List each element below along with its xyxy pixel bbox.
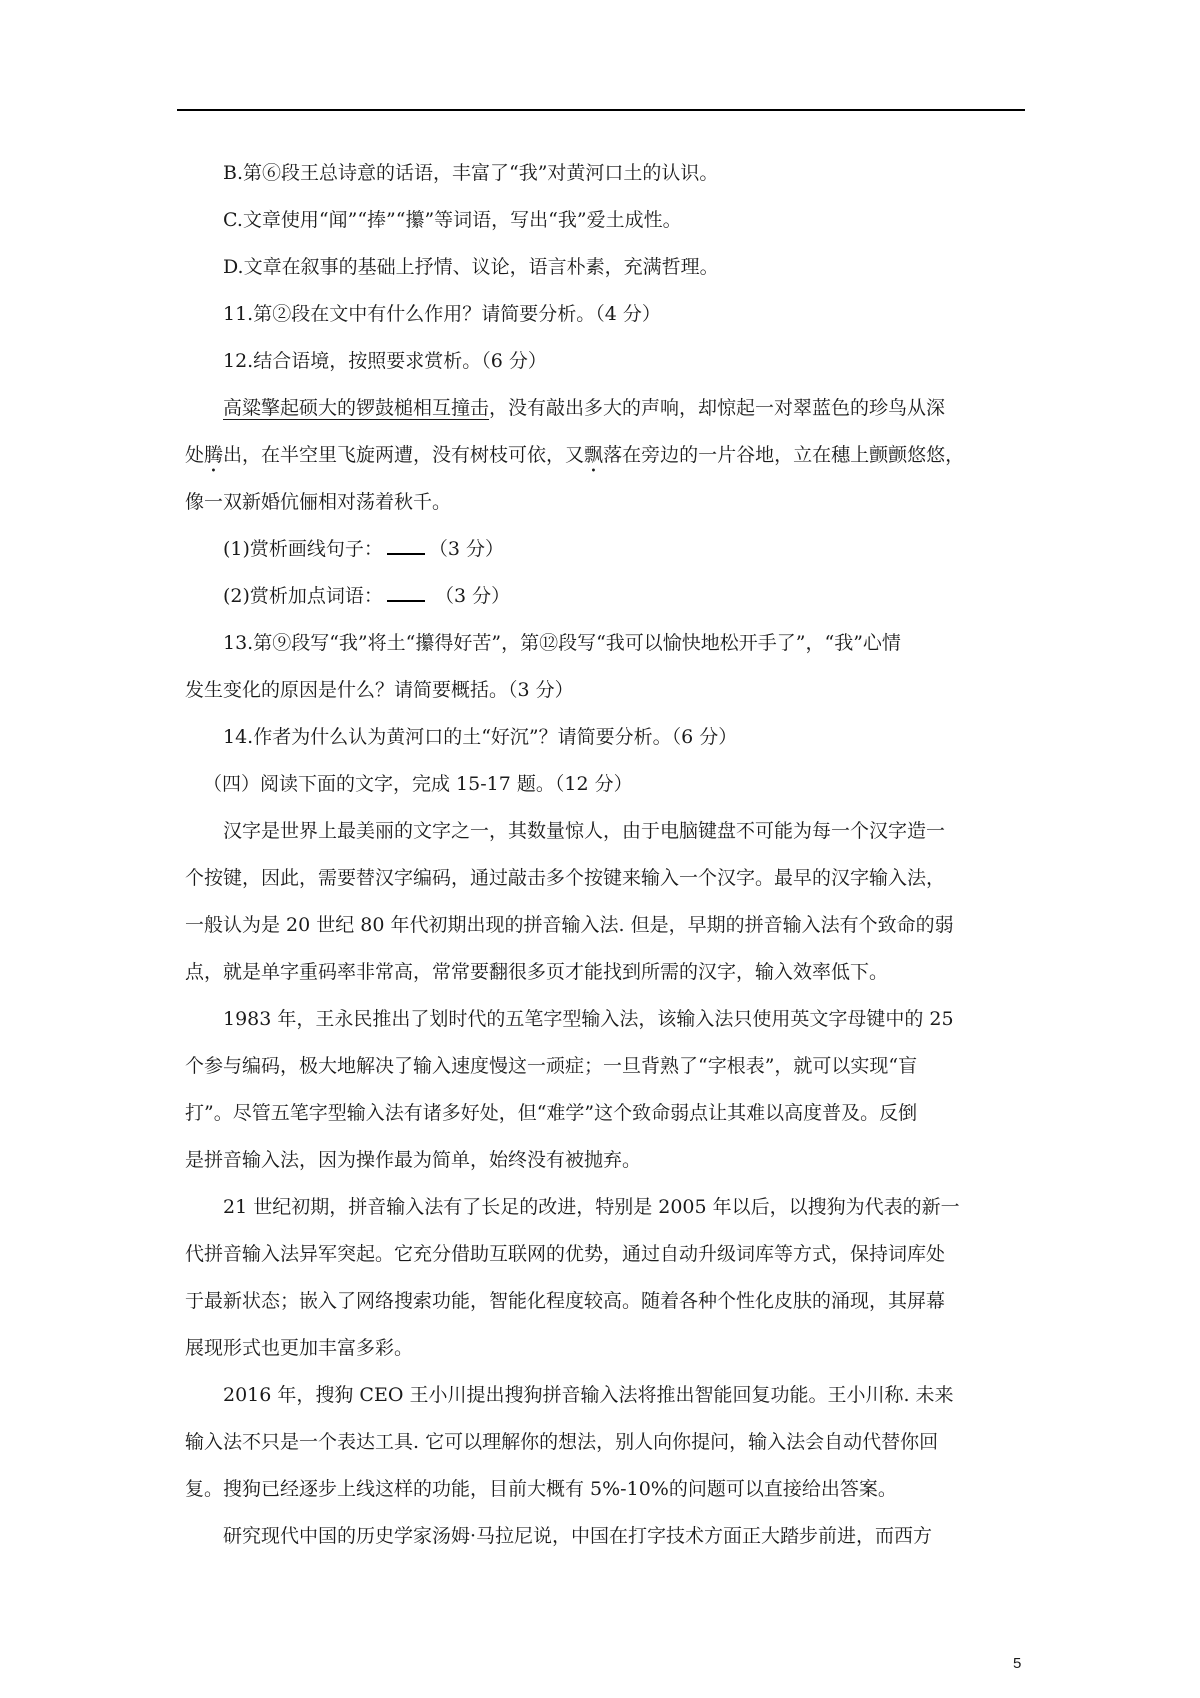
question-14: 14.作者为什么认为黄河口的土“好沉”？请简要分析。（6 分） [223, 726, 738, 748]
dotted-word: 腾 [204, 444, 224, 466]
dotted-word: 飘 [584, 444, 604, 466]
underlined-sentence: 高粱擎起硕大的锣鼓槌相互撞击 [223, 397, 490, 419]
excerpt-text: ，没有敲出多大的声响，却惊起一对翠蓝色的珍鸟从深 [489, 397, 946, 419]
excerpt-text: 处 [185, 444, 205, 466]
paragraph-4-line: 2016 年，搜狗 CEO 王小川提出搜狗拼音输入法将推出智能回复功能。王小川称. 未来 [223, 1384, 954, 1406]
paragraph-3-line: 代拼音输入法异军突起。它充分借助互联网的优势，通过自动升级词库等方式，保持词库处 [185, 1243, 946, 1265]
paragraph-1-line: 一般认为是 20 世纪 80 年代初期出现的拼音输入法. 但是，早期的拼音输入法有个致命的弱 [185, 914, 954, 936]
paragraph-3-line: 于最新状态；嵌入了网络搜索功能，智能化程度较高。随着各种个性化皮肤的涌现，其屏幕 [185, 1290, 946, 1312]
paragraph-1-line: 个按键，因此，需要替汉字编码，通过敲击多个按键来输入一个汉字。最早的汉字输入法， [185, 867, 946, 889]
question-13-line-2: 发生变化的原因是什么？请简要概括。（3 分） [185, 679, 574, 701]
score: （3 分） [428, 585, 511, 607]
paragraph-2-line: 个参与编码，极大地解决了输入速度慢这一顽症；一旦背熟了“字根表”，就可以实现“盲 [185, 1055, 918, 1077]
question-12-sub2 [185, 573, 1030, 620]
answer-blank [387, 584, 425, 602]
question-13-line-1: 13.第⑨段写“我”将土“攥得好苦”，第⑫段写“我可以愉快地松开手了”，“我”心情 [223, 632, 901, 654]
paragraph-5-line: 研究现代中国的历史学家汤姆·马拉尼说，中国在打字技术方面正大踏步前进，而西方 [223, 1525, 933, 1547]
page-number: 5 [1013, 1655, 1022, 1672]
section-4-heading: （四）阅读下面的文字，完成 15-17 题。（12 分） [203, 773, 633, 795]
question-12-stem: 12.结合语境，按照要求赏析。（6 分） [223, 350, 547, 372]
paragraph-3-line: 21 世纪初期，拼音输入法有了长足的改进，特别是 2005 年以后，以搜狗为代表的新一 [223, 1196, 960, 1218]
paragraph-3-line: 展现形式也更加丰富多彩。 [185, 1337, 414, 1359]
paragraph-4-line: 输入法不只是一个表达工具. 它可以理解你的想法，别人向你提问，输入法会自动代替你回 [185, 1431, 939, 1453]
paragraph-2-line: 打”。尽管五笔字型输入法有诸多好处，但“难学”这个致命弱点让其难以高度普及。反倒 [185, 1102, 918, 1124]
paragraph-2-line: 1983 年，王永民推出了划时代的五笔字型输入法，该输入法只使用英文字母键中的 25 [223, 1008, 954, 1030]
excerpt-line-2 [185, 432, 1030, 479]
header-rule [177, 109, 1025, 111]
excerpt-line-3: 像一双新婚伉俪相对荡着秋千。 [185, 491, 452, 513]
sub-question-label: (2)赏析加点词语： [223, 585, 383, 607]
excerpt-text: 落在旁边的一片谷地，立在穗上颤颤悠悠， [603, 444, 965, 466]
answer-blank [387, 537, 425, 555]
excerpt-line-1 [185, 385, 1030, 432]
document-body [185, 150, 1030, 1560]
paragraph-1-line: 汉字是世界上最美丽的文字之一，其数量惊人，由于电脑键盘不可能为每一个汉字造一 [223, 820, 946, 842]
sub-question-label: (1)赏析画线句子： [223, 538, 383, 560]
question-11: 11.第②段在文中有什么作用？请简要分析。（4 分） [223, 303, 661, 325]
excerpt-text: 出，在半空里飞旋两遭，没有树枝可依，又 [223, 444, 585, 466]
question-12-sub1 [185, 526, 1030, 573]
option-b: B.第⑥段王总诗意的话语，丰富了“我”对黄河口土的认识。 [223, 162, 719, 184]
paragraph-1-line: 点，就是单字重码率非常高，常常要翻很多页才能找到所需的汉字，输入效率低下。 [185, 961, 889, 983]
option-d: D.文章在叙事的基础上抒情、议论，语言朴素，充满哲理。 [223, 256, 719, 278]
option-c: C.文章使用“闻”“捧”“攥”等词语，写出“我”爱土成性。 [223, 209, 682, 231]
paragraph-4-line: 复。搜狗已经逐步上线这样的功能，目前大概有 5%-10%的问题可以直接给出答案。 [185, 1478, 897, 1500]
paragraph-2-line: 是拼音输入法，因为操作最为简单，始终没有被抛弃。 [185, 1149, 642, 1171]
score: （3 分） [428, 538, 505, 560]
